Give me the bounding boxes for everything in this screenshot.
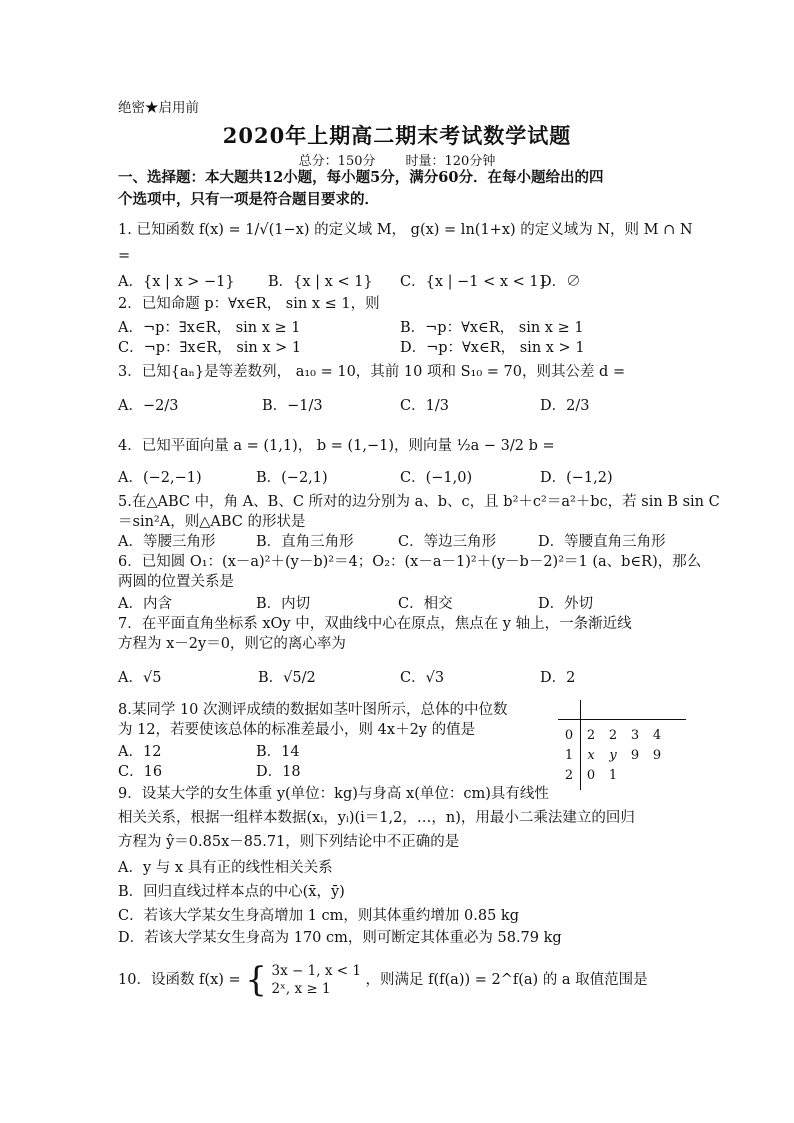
piecewise-case-2: 2ˣ, x ≥ 1 — [271, 981, 331, 997]
piecewise-cases — [272, 962, 361, 998]
question-3-option-d[interactable]: D．2/3 — [540, 398, 590, 414]
question-9-option-b[interactable]: B．回归直线过样本点的中心(x̄，ȳ) — [118, 884, 345, 900]
question-5-option-b[interactable]: B．直角三角形 — [256, 534, 354, 550]
exam-time: 时量：120分钟 — [405, 154, 496, 169]
question-7-stem: 7．在平面直角坐标系 xOy 中，双曲线中心在原点，焦点在 y 轴上，一条渐近线 — [118, 616, 632, 632]
question-1-option-d[interactable]: D．∅ — [540, 274, 581, 290]
piecewise-case-1: 3x − 1, x < 1 — [271, 963, 361, 979]
question-5-option-d[interactable]: D．等腰直角三角形 — [538, 534, 666, 550]
question-10-stem — [118, 962, 648, 998]
question-3-option-c[interactable]: C．1/3 — [400, 398, 449, 414]
total-score: 总分：150分 — [298, 154, 376, 169]
question-2-stem: 2．已知命题 p：∀x∈R， sin x ≤ 1，则 — [118, 296, 380, 312]
question-5-stem: 5.在△ABC 中，角 A、B、C 所对的边分别为 a、b、c，且 b²＋c²＝a²＋bc，若 sin B sin C — [118, 494, 720, 510]
question-5-stem-cont: ＝sin²A，则△ABC 的形状是 — [118, 514, 306, 530]
confidential-mark: 绝密★启用前 — [118, 100, 199, 116]
question-6-option-c[interactable]: C．相交 — [398, 596, 453, 612]
exam-meta — [0, 150, 794, 169]
question-6-option-a[interactable]: A．内含 — [118, 596, 172, 612]
section-heading-cont: 个选项中，只有一项是符合题目要求的． — [118, 191, 379, 208]
question-7-stem-cont: 方程为 x－2y＝0，则它的离心率为 — [118, 636, 346, 652]
question-2-option-d[interactable]: D．¬p：∀x∈R， sin x > 1 — [400, 340, 585, 356]
question-1-stem-cont: = — [118, 248, 131, 264]
question-9-option-d[interactable]: D．若该大学某女生身高为 170 cm，则可断定其体重必为 58.79 kg — [118, 930, 562, 946]
question-2-option-c[interactable]: C．¬p：∃x∈R， sin x > 1 — [118, 340, 302, 356]
stem-leaf-row: 2 0 1 — [564, 768, 618, 783]
question-8-option-c[interactable]: C．16 — [118, 764, 163, 780]
question-1-option-b[interactable]: B．{x | x < 1} — [268, 274, 373, 290]
question-9-option-c[interactable]: C．若该大学某女生身高增加 1 cm，则其体重约增加 0.85 kg — [118, 908, 519, 924]
stem-leaf-axis — [558, 719, 686, 720]
stem-leaf-row: 1 x y 9 9 — [564, 748, 662, 763]
question-9-stem-cont2: 方程为 ŷ＝0.85x－85.71，则下列结论中不正确的是 — [118, 834, 460, 850]
question-6-stem-cont: 两圆的位置关系是 — [118, 574, 234, 590]
question-6-option-b[interactable]: B．内切 — [256, 596, 311, 612]
question-1-option-c[interactable]: C．{x | −1 < x < 1} — [400, 274, 548, 290]
question-3-option-a[interactable]: A．−2/3 — [118, 398, 179, 414]
stem-leaf-plot — [558, 700, 686, 790]
question-8-option-b[interactable]: B．14 — [256, 744, 300, 760]
question-6-stem: 6．已知圆 O₁：(x－a)²＋(y－b)²＝4；O₂：(x－a－1)²＋(y－b－2)²＝1 (a、b∈R)，那么 — [118, 554, 702, 570]
question-7-option-c[interactable]: C．√3 — [400, 670, 445, 686]
question-4-option-d[interactable]: D．(−1,2) — [540, 470, 613, 486]
question-10-suffix: ，则满足 f(f(a)) = 2^f(a) 的 a 取值范围是 — [365, 972, 648, 988]
question-4-option-c[interactable]: C．(−1,0) — [400, 470, 473, 486]
exam-title: 2020年上期高二期末考试数学试题 — [222, 123, 572, 148]
question-8-option-d[interactable]: D．18 — [256, 764, 301, 780]
question-9-option-a[interactable]: A．y 与 x 具有正的线性相关关系 — [118, 860, 333, 876]
question-8-stem: 8.某同学 10 次测评成绩的数据如茎叶图所示，总体的中位数 — [118, 702, 508, 718]
question-4-option-b[interactable]: B．(−2,1) — [256, 470, 328, 486]
question-7-option-b[interactable]: B．√5/2 — [258, 670, 316, 686]
question-3-stem: 3．已知{aₙ}是等差数列， a₁₀ = 10，其前 10 项和 S₁₀ = 70，则其公差 d = — [118, 364, 626, 380]
question-4-option-a[interactable]: A．(−2,−1) — [118, 470, 202, 486]
question-8-option-a[interactable]: A．12 — [118, 744, 162, 760]
question-2-option-b[interactable]: B．¬p：∀x∈R， sin x ≥ 1 — [400, 320, 584, 336]
piecewise-brace: { — [245, 960, 267, 1000]
section-heading: 一、选择题：本大题共12小题，每小题5分，满分60分．在每小题给出的四 — [118, 169, 604, 186]
question-2-option-a[interactable]: A．¬p：∃x∈R， sin x ≥ 1 — [118, 320, 301, 336]
question-7-option-a[interactable]: A．√5 — [118, 670, 162, 686]
question-5-option-c[interactable]: C．等边三角形 — [398, 534, 497, 550]
question-3-option-b[interactable]: B．−1/3 — [262, 398, 323, 414]
question-9-stem: 9．设某大学的女生体重 y(单位：kg)与身高 x(单位：cm)具有线性 — [118, 786, 549, 802]
question-7-option-d[interactable]: D．2 — [540, 670, 576, 686]
question-10-prefix: 10．设函数 f(x) = — [118, 972, 241, 988]
question-1-option-a[interactable]: A．{x | x > −1} — [118, 274, 235, 290]
question-1-stem: 1. 已知函数 f(x) = 1/√(1−x) 的定义域 M， g(x) = ln(1+x) 的定义域为 N，则 M ∩ N — [118, 222, 693, 238]
stem-leaf-row: 0 2 2 3 4 — [564, 728, 662, 743]
question-9-stem-cont: 相关关系，根据一组样本数据(xᵢ，yᵢ)(i＝1,2，…，n)，用最小二乘法建立的回归 — [118, 810, 635, 826]
question-5-option-a[interactable]: A．等腰三角形 — [118, 534, 216, 550]
question-4-stem: 4．已知平面向量 a = (1,1)， b = (1,−1)，则向量 ½a − 3/2 b = — [118, 438, 555, 454]
question-6-option-d[interactable]: D．外切 — [538, 596, 594, 612]
question-8-stem-cont: 为 12，若要使该总体的标准差最小，则 4x＋2y 的值是 — [118, 722, 476, 738]
